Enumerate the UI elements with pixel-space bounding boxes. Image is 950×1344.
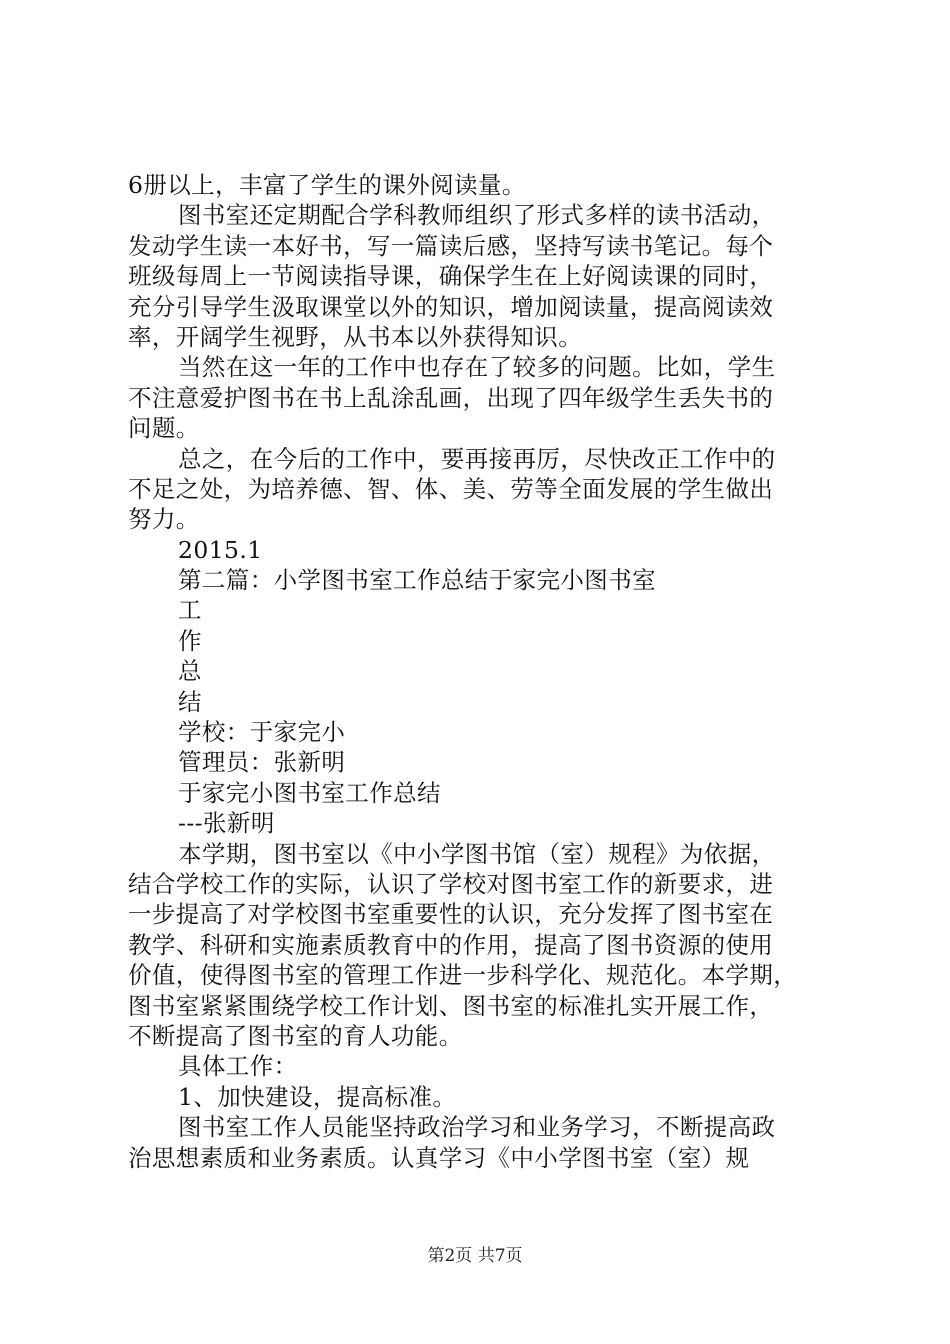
- text-line: 努力。: [128, 505, 200, 534]
- text-line: 问题。: [128, 414, 200, 443]
- text-line: 管理员：张新明: [178, 748, 346, 777]
- text-line: 当然在这一年的工作中也存在了较多的问题。比如，学生: [178, 353, 776, 382]
- text-line: 于家完小图书室工作总结: [178, 778, 441, 807]
- text-line: 工: [178, 596, 202, 625]
- text-line: 结合学校工作的实际，认识了学校对图书室工作的新要求，进: [128, 869, 774, 898]
- text-line: 充分引导学生汲取课堂以外的知识，增加阅读量，提高阅读效: [128, 292, 774, 321]
- text-line: 班级每周上一节阅读指导课，确保学生在上好阅读课的同时，: [128, 262, 774, 291]
- text-line: 6册以上，丰富了学生的课外阅读量。: [128, 171, 526, 199]
- text-line: 发动学生读一本好书，写一篇读后感，坚持写读书笔记。每个: [128, 231, 774, 260]
- text-line: 第二篇：小学图书室工作总结于家完小图书室: [178, 566, 656, 595]
- text-line: 学校：于家完小: [178, 718, 346, 747]
- text-line: 总之，在今后的工作中，要再接再厉，尽快改正工作中的: [178, 444, 776, 473]
- text-line: 不注意爱护图书在书上乱涂乱画，出现了四年级学生丢失书的: [128, 383, 774, 412]
- text-line: 本学期，图书室以《中小学图书馆（室）规程》为依据，: [178, 839, 776, 868]
- text-line: 总: [178, 657, 202, 686]
- text-line: 图书室还定期配合学科教师组织了形式多样的读书活动，: [178, 201, 776, 230]
- text-line: 2015.1: [178, 535, 263, 564]
- text-line: 不足之处，为培养德、智、体、美、劳等全面发展的学生做出: [128, 474, 774, 503]
- text-line: 结: [178, 687, 202, 716]
- text-line: ---张新明: [178, 809, 275, 838]
- text-line: 价值，使得图书室的管理工作进一步科学化、规范化。本学期，: [128, 961, 798, 990]
- text-line: 具体工作：: [178, 1052, 298, 1081]
- text-line: 率，开阔学生视野，从书本以外获得知识。: [128, 322, 583, 351]
- text-line: 教学、科研和实施素质教育中的作用，提高了图书资源的使用: [128, 930, 774, 959]
- text-line: 治思想素质和业务素质。认真学习《中小学图书室（室）规: [128, 1143, 750, 1172]
- document-body: [128, 170, 828, 1173]
- text-line: 图书室紧紧围绕学校工作计划、图书室的标准扎实开展工作，: [128, 991, 774, 1020]
- text-line: 1、加快建设，提高标准。: [178, 1082, 457, 1111]
- text-line: 作: [178, 626, 202, 655]
- page-footer: 第2页 共7页: [427, 1246, 523, 1266]
- text-line: 一步提高了对学校图书室重要性的认识，充分发挥了图书室在: [128, 900, 774, 929]
- text-line: 不断提高了图书室的育人功能。: [128, 1021, 463, 1050]
- text-line: 图书室工作人员能坚持政治学习和业务学习，不断提高政: [178, 1113, 776, 1142]
